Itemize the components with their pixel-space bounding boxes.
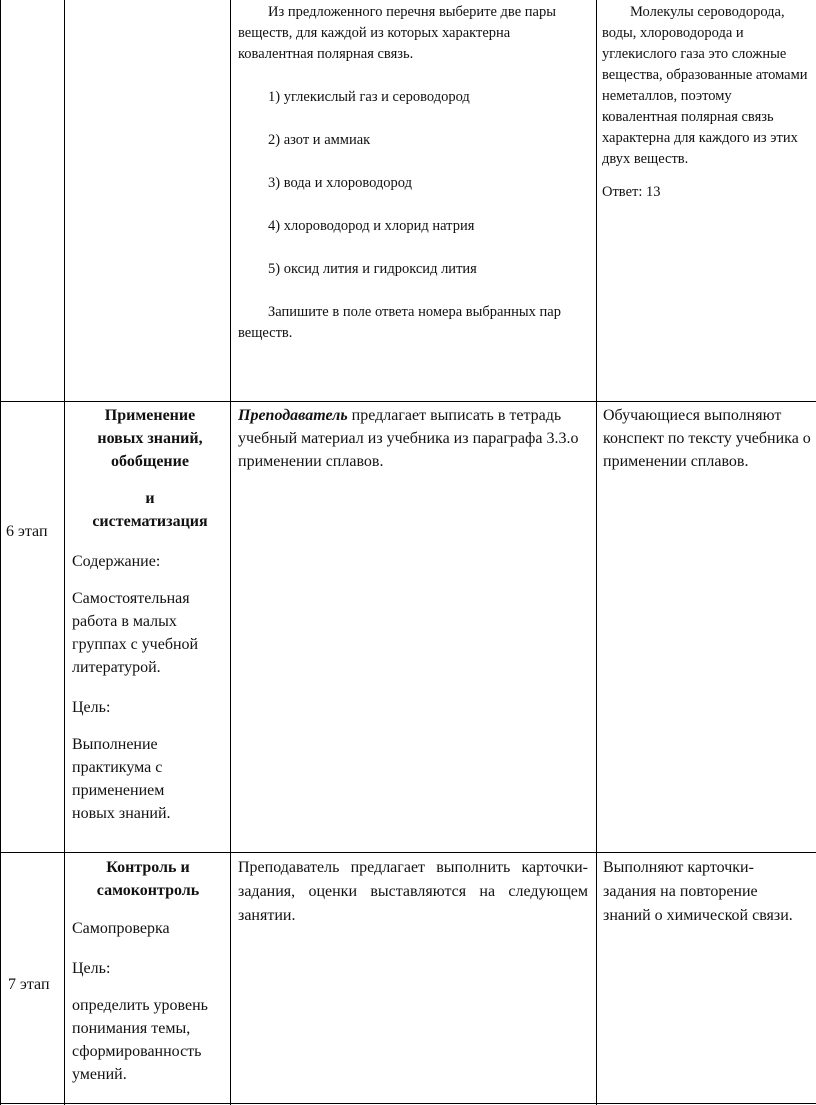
stage-6-students-text: Обучающиеся выполняют конспект по тексту учебника о применении сплавов.	[603, 407, 811, 470]
table-border-left	[0, 0, 1, 1105]
table-column-divider-2	[230, 0, 231, 1105]
stage-6-title-and: и	[145, 490, 155, 507]
stage-6-teacher-text	[238, 404, 590, 473]
task-option-2: 2) азот и аммиак	[268, 132, 371, 148]
stage-7-students-text: Выполняют карточки- задания на повторение знаний о химической связи.	[603, 859, 793, 924]
explanation-text: Молекулы сероводорода, воды, хлороводорода и углекислого газа это сложные вещества, образованные атомами неметаллов, поэтому ковалентная полярная связь характерна для каждого из этих двух веществ.	[602, 4, 808, 167]
explanation-cell	[602, 2, 808, 203]
stage-6-title: Применение новых знаний, обобщение	[97, 407, 203, 470]
stage-7-students-cell	[603, 856, 803, 928]
table-border-bottom	[0, 1103, 816, 1104]
stage-6-description	[72, 404, 228, 825]
stage-7-goal-text: определить уровень понимания темы, сформированность умений.	[72, 997, 208, 1083]
task-option-1: 1) углекислый газ и сероводород	[268, 89, 470, 105]
stage-6-goal-label: Цель:	[72, 699, 111, 716]
stage-7-teacher-text: Преподаватель предлагает выполнить карточки- задания, оценки выставляются на следующем занятии.	[238, 859, 588, 924]
stage-label-6: 6 этап	[6, 523, 48, 540]
stage-7-goal-label: Цель:	[72, 960, 111, 977]
stage-7-title: Контроль и самоконтроль	[96, 859, 200, 899]
stage-6-title-end: систематизация	[92, 513, 208, 530]
task-option-3: 3) вода и хлороводород	[268, 175, 413, 191]
stage-6-teacher-lead: Преподаватель	[238, 407, 348, 424]
table-column-divider-3	[596, 0, 597, 1105]
table-row-divider-2	[0, 852, 816, 853]
answer-text: Ответ: 13	[602, 184, 661, 200]
stage-7-content-text: Самопроверка	[72, 920, 170, 937]
task-option-4: 4) хлороводород и хлорид натрия	[268, 218, 475, 234]
stage-6-goal-text: Выполнение практикума с применением новых знаний.	[72, 736, 171, 822]
stage-label-7: 7 этап	[8, 976, 50, 993]
stage-6-students-cell	[603, 404, 813, 473]
task-cell	[238, 2, 588, 344]
stage-6-content-label: Содержание:	[72, 553, 161, 570]
stage-6-teacher-rest: предлагает выписать в тетрадь учебный материал из учебника из параграфа 3.3.о применении сплавов.	[238, 407, 579, 470]
table-column-divider-1	[64, 0, 65, 1105]
task-option-5: 5) оксид лития и гидроксид лития	[268, 261, 477, 277]
stage-6-teacher-cell	[238, 404, 590, 473]
task-outro: Запишите в поле ответа номера выбранных пар веществ.	[238, 304, 561, 341]
task-intro: Из предложенного перечня выберите две пары веществ, для каждой из которых характерна ковалентная полярная связь.	[238, 4, 556, 62]
stage-7-description	[72, 856, 228, 1086]
stage-7-teacher-cell	[238, 856, 588, 928]
stage-6-content-text: Самостоятельная работа в малых группах с учебной литературой.	[72, 590, 199, 676]
table-row-divider-1	[0, 401, 816, 402]
